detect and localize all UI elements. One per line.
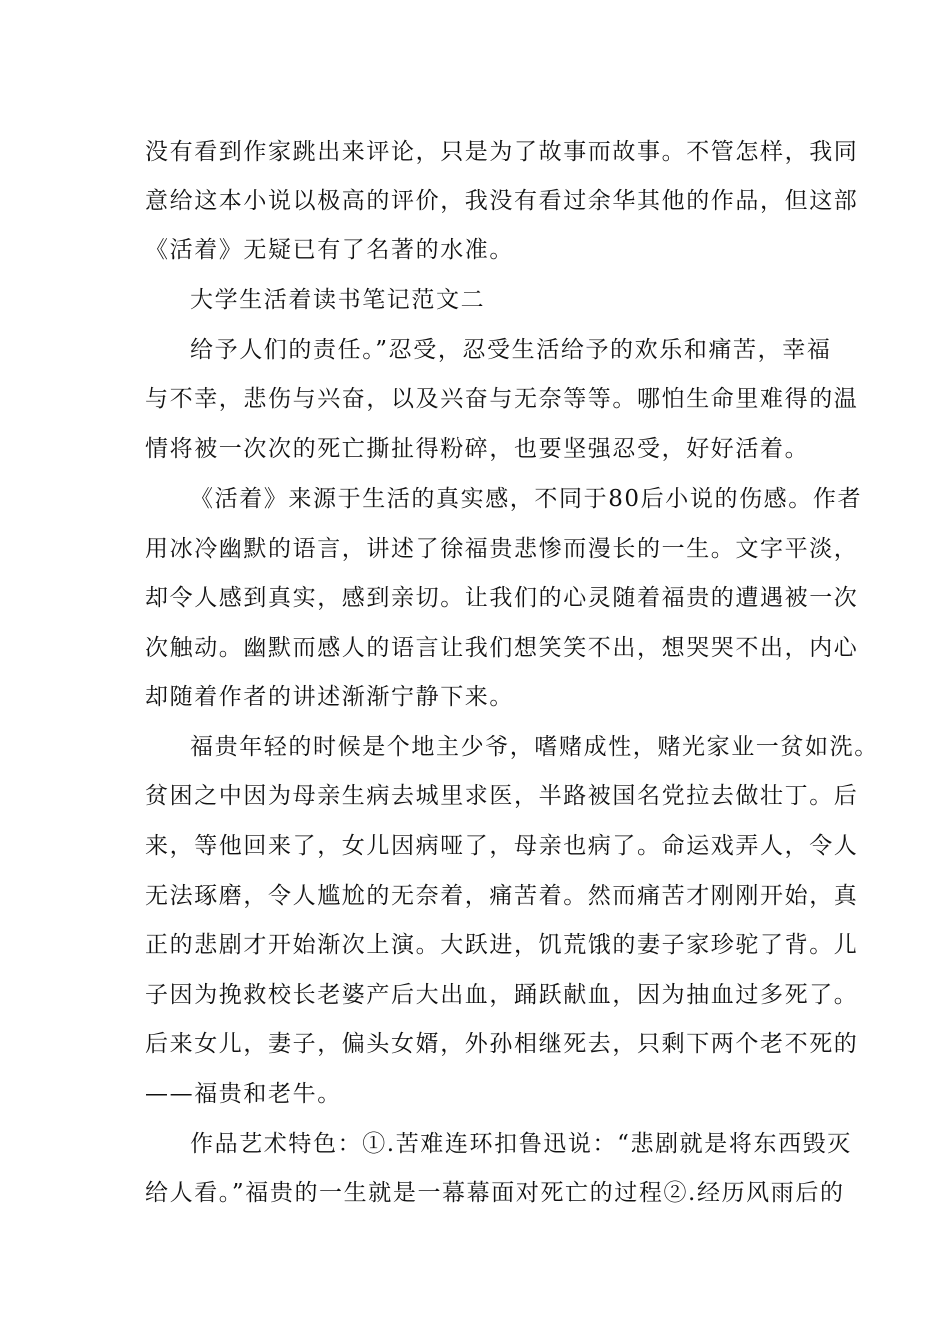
body-text-line: 与不幸，悲伤与兴奋，以及兴奋与无奈等等。哪怕生命里难得的温: [145, 386, 859, 412]
body-text-line: 子因为挽救校长老婆产后大出血，踊跃献血，因为抽血过多死了。: [145, 982, 859, 1008]
body-text-line: 意给这本小说以极高的评价，我没有看过余华其他的作品，但这部: [145, 188, 859, 214]
body-text-line: 情将被一次次的死亡撕扯得粉碎，也要坚强忍受，好好活着。: [145, 436, 810, 462]
body-text-line: 正的悲剧才开始渐次上演。大跃进，饥荒饿的妻子家珍驼了背。儿: [145, 932, 859, 958]
body-text-line: 给人看。”福贵的一生就是一幕幕面对死亡的过程②.经历风雨后的: [145, 1180, 845, 1206]
body-text-line: 作品艺术特色：①.苦难连环扣鲁迅说：“悲剧就是将东西毁灭: [190, 1131, 852, 1157]
body-text-line: 却随着作者的讲述渐渐宁静下来。: [145, 684, 514, 710]
body-text-line: 没有看到作家跳出来评论，只是为了故事而故事。不管怎样，我同: [145, 139, 859, 165]
body-text-line: 《活着》来源于生活的真实感，不同于80后小说的伤感。作者: [190, 486, 863, 512]
body-text-line: 无法琢磨，令人尴尬的无奈着，痛苦着。然而痛苦才刚刚开始，真: [145, 883, 859, 909]
body-text-line: 贫困之中因为母亲生病去城里求医，半路被国名党拉去做壮丁。后: [145, 783, 859, 809]
body-text-line: 后来女儿，妻子，偏头女婿，外孙相继死去，只剩下两个老不死的: [145, 1031, 859, 1057]
body-text-line: 却令人感到真实，感到亲切。让我们的心灵随着福贵的遭遇被一次: [145, 585, 859, 611]
body-text-line: 用冰冷幽默的语言，讲述了徐福贵悲惨而漫长的一生。文字平淡，: [145, 536, 859, 562]
body-text-line: 给予人们的责任。”忍受，忍受生活给予的欢乐和痛苦，幸福: [190, 337, 832, 363]
body-text-line: 福贵年轻的时候是个地主少爷，嗜赌成性，赌光家业一贫如洗。: [190, 734, 879, 760]
body-text-line: ——福贵和老牛。: [145, 1081, 342, 1107]
body-text-line: 次触动。幽默而感人的语言让我们想笑笑不出，想哭哭不出，内心: [145, 635, 859, 661]
body-text-line: 来，等他回来了，女儿因病哑了，母亲也病了。命运戏弄人，令人: [145, 833, 859, 859]
body-text-line: 《活着》无疑已有了名著的水准。: [145, 237, 514, 263]
section-heading: 大学生活着读书笔记范文二: [190, 287, 486, 313]
